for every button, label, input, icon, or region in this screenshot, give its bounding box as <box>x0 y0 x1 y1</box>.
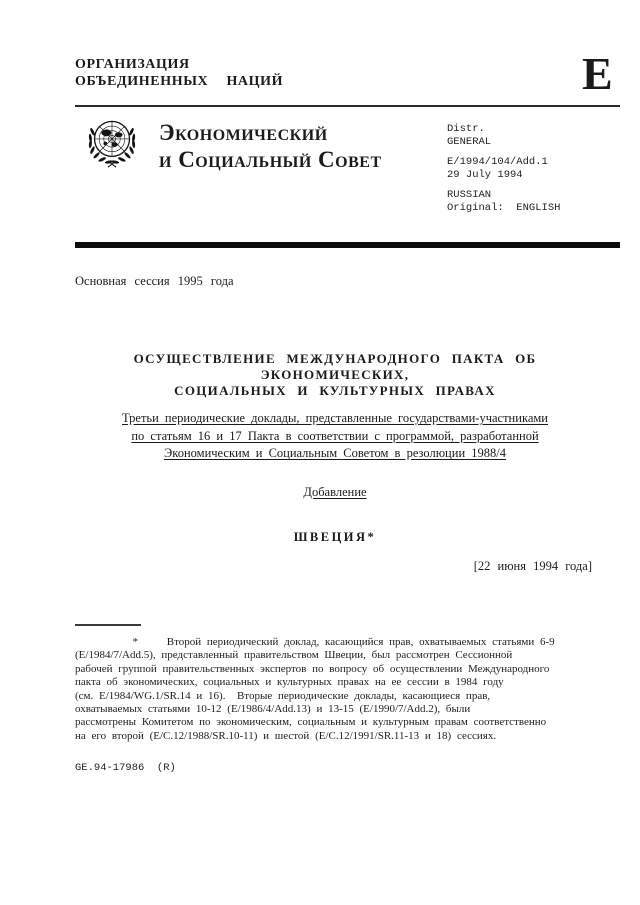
distr-type: GENERAL <box>447 135 492 148</box>
document-title <box>75 351 595 399</box>
document-series-letter: E <box>582 48 613 99</box>
footnote-line: рассмотрены Комитетом по экономическим, социальным и культурным правам соответственно <box>75 716 547 729</box>
country-heading: ШВЕЦИЯ* <box>293 530 377 544</box>
doc-language: RUSSIAN <box>447 189 492 201</box>
un-emblem-icon <box>76 111 148 175</box>
distr-label: Distr. <box>447 123 485 135</box>
council-title-line2: и Социальный Совет <box>159 147 382 172</box>
doc-reference-number: GE.94-17986 (R) <box>75 762 176 774</box>
footnote-line: (E/1984/7/Add.5), представленный правительством Швеции, был рассмотрен Сессионной <box>75 649 513 662</box>
session-line: Основная сессия 1995 года <box>75 274 234 288</box>
footnote-line: на его второй (E/C.12/1988/SR.10-11) и шестой (E/C.12/1991/SR.11-13 и 18) сессиях. <box>75 729 497 742</box>
document-subtitle-line3: Экономическим и Социальным Советом в резолюции 1988/4 <box>164 446 506 460</box>
council-title-line1: Экономический <box>159 120 328 145</box>
section-rule <box>75 242 620 248</box>
header-rule <box>75 105 620 107</box>
footnote-line: (см. E/1984/WG.1/SR.14 и 16). Вторые периодические доклады, касающиеся прав, <box>75 689 491 702</box>
submission-date: [22 июня 1994 года] <box>473 559 592 573</box>
doc-date: 29 July 1994 <box>447 168 523 181</box>
document-subtitle-line2: по статьям 16 и 17 Пакта в соответствии с программой, разработанной <box>131 428 539 443</box>
distr-block <box>447 123 560 214</box>
document-subtitle <box>75 410 595 463</box>
footnote-rule <box>75 624 141 626</box>
footnote-line: охватываемых статьями 10-12 (E/1986/4/Add.13) и 13-15 (E/1990/7/Add.2), были <box>75 703 471 716</box>
footnote-line: пакта об экономических, социальных и культурных правах на ее сессии в 1984 году <box>75 676 504 689</box>
footnote <box>75 636 615 743</box>
un-org-name-line2: ОБЪЕДИНЕННЫХ НАЦИЙ <box>75 74 284 89</box>
document-title-line1: ОСУЩЕСТВЛЕНИЕ МЕЖДУНАРОДНОГО ПАКТА ОБ ЭКОНОМИЧЕСКИХ, <box>133 351 537 382</box>
footnote-line: * Второй периодический доклад, касающийся прав, охватываемых статьями 6-9 <box>75 636 555 648</box>
document-subtitle-line1: Третьи периодические доклады, представленные государствами-участниками <box>122 411 548 425</box>
doc-symbol: E/1994/104/Add.1 <box>447 156 548 168</box>
document-title-line2: СОЦИАЛЬНЫХ И КУЛЬТУРНЫХ ПРАВАХ <box>174 383 496 398</box>
council-title <box>159 119 382 173</box>
un-org-name <box>75 56 283 90</box>
addendum-heading: Добавление <box>303 485 367 499</box>
doc-original-language: Original: ENGLISH <box>447 201 561 214</box>
footnote-line: рабочей группой правительственных экспертов по вопросу об осуществлении Международного <box>75 662 550 675</box>
un-org-name-line1: ОРГАНИЗАЦИЯ <box>75 57 190 72</box>
